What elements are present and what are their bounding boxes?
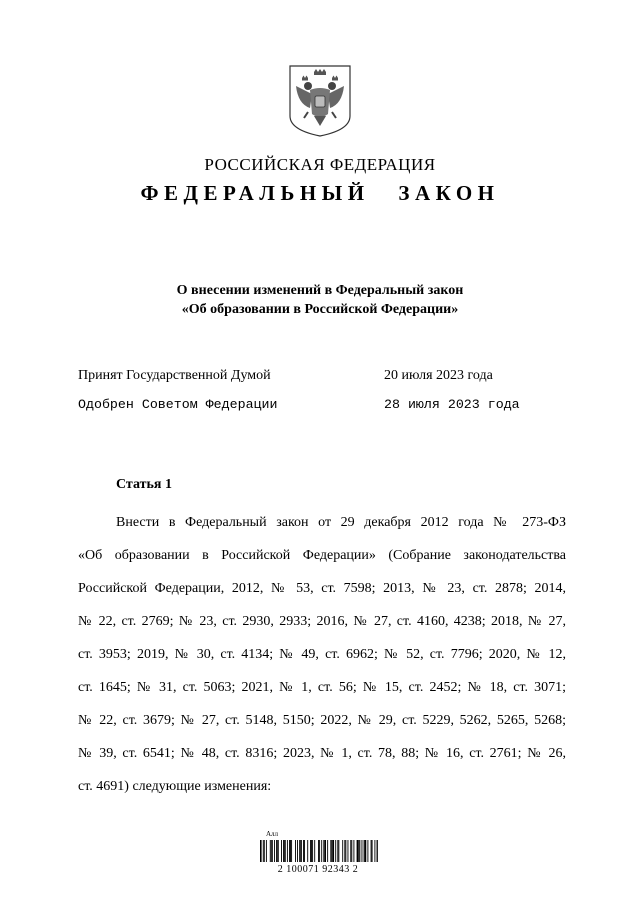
barcode-bar xyxy=(312,840,313,862)
barcode-bar xyxy=(371,840,372,862)
barcode-bar xyxy=(271,840,272,862)
barcode-bar xyxy=(353,840,354,862)
barcode-bar xyxy=(291,840,292,862)
barcode-bar xyxy=(351,840,352,862)
barcode-bar xyxy=(372,840,373,862)
barcode-bar xyxy=(299,840,300,862)
barcode-bar xyxy=(350,840,351,862)
law-type-heading: ФЕДЕРАЛЬНЫЙ ЗАКОН xyxy=(140,181,500,205)
barcode-bar xyxy=(264,840,265,862)
law-title-line: «Об образовании в Российской Федерации» xyxy=(181,302,459,317)
barcode-bar xyxy=(318,840,319,862)
barcode-bar xyxy=(330,840,331,862)
barcode xyxy=(258,828,378,892)
barcode-bar xyxy=(297,840,298,862)
barcode-bar xyxy=(338,840,339,862)
barcode-bar xyxy=(266,840,267,862)
barcode-bar xyxy=(374,840,375,862)
article-text-line: № 22, ст. 2769; № 23, ст. 2930, 2933; 2016, № 27, ст. 4160, 4238; 2018, № 27, xyxy=(78,614,566,629)
barcode-bar xyxy=(274,840,275,862)
barcode-bar xyxy=(304,840,305,862)
barcode-number: 2 100071 92343 2 xyxy=(277,864,359,875)
approval-label: Одобрен Советом Федерации xyxy=(78,397,278,412)
barcode-bar xyxy=(367,840,368,862)
barcode-bar xyxy=(359,840,360,862)
barcode-bar xyxy=(311,840,312,862)
barcode-bar xyxy=(365,840,367,862)
adoption-label: Принят Государственной Думой xyxy=(78,368,271,383)
barcode-bar xyxy=(307,840,308,862)
barcode-bar xyxy=(344,840,345,862)
barcode-bar xyxy=(283,840,284,862)
adoption-date: 20 июля 2023 года xyxy=(384,368,493,383)
barcode-bar xyxy=(314,840,315,862)
barcode-bar xyxy=(364,840,365,862)
barcode-bar xyxy=(337,840,338,862)
barcode-bar xyxy=(263,840,264,862)
barcode-bar xyxy=(323,840,324,862)
barcode-bar xyxy=(332,840,334,862)
coat-of-arms-icon xyxy=(288,64,352,138)
country-name: РОССИЙСКАЯ ФЕДЕРАЦИЯ xyxy=(204,155,436,174)
law-title xyxy=(0,281,640,319)
barcode-mark: Алл xyxy=(266,830,279,838)
barcode-bar xyxy=(348,840,349,862)
barcode-bar xyxy=(272,840,273,862)
barcode-bar xyxy=(290,840,291,862)
article-text-line: ст. 1645; № 31, ст. 5063; 2021, № 1, ст. 56; № 15, ст. 2452; № 18, ст. 3071; xyxy=(78,680,566,695)
barcode-bar xyxy=(342,840,343,862)
article-text-line: Внести в Федеральный закон от 29 декабря 2012 года № 273-ФЗ xyxy=(116,515,566,530)
barcode-bar xyxy=(281,840,282,862)
barcode-bar xyxy=(289,840,290,862)
barcode-bar xyxy=(335,840,336,862)
barcode-bar xyxy=(260,840,262,862)
law-title-line: О внесении изменений в Федеральный закон xyxy=(176,283,464,298)
barcode-bar xyxy=(358,840,359,862)
barcode-bar xyxy=(345,840,346,862)
article-text-line: ст. 3953; 2019, № 30, ст. 4134; № 49, ст. 6962; № 52, ст. 7796; 2020, № 12, xyxy=(78,647,566,662)
barcode-bar xyxy=(321,840,322,862)
barcode-bar xyxy=(319,840,320,862)
article-text-line: ст. 4691) следующие изменения: xyxy=(78,779,272,794)
barcode-bar xyxy=(300,840,302,862)
barcode-bar xyxy=(324,840,326,862)
barcode-bar xyxy=(303,840,304,862)
barcode-bar xyxy=(270,840,271,862)
barcode-bar xyxy=(310,840,311,862)
barcode-bar xyxy=(327,840,328,862)
approval-date: 28 июля 2023 года xyxy=(384,397,520,412)
article-text-line: «Об образовании в Российской Федерации» (Собрание законодательства xyxy=(78,548,566,563)
barcode-bar xyxy=(284,840,286,862)
barcode-bar xyxy=(276,840,278,862)
article-text-line: № 39, ст. 6541; № 48, ст. 8316; 2023, № 1, ст. 78, 88; № 16, ст. 2761; № 26, xyxy=(78,746,566,761)
barcode-bar xyxy=(357,840,359,862)
article-text-line: № 22, ст. 3679; № 27, ст. 5148, 5150; 2022, № 29, ст. 5229, 5262, 5265, 5268; xyxy=(78,713,566,728)
article-heading: Статья 1 xyxy=(116,477,172,492)
barcode-bar xyxy=(362,840,363,862)
barcode-bar xyxy=(331,840,332,862)
barcode-bar xyxy=(295,840,296,862)
barcode-bar xyxy=(377,840,378,862)
barcode-bar xyxy=(278,840,279,862)
barcode-bar xyxy=(287,840,288,862)
article-text-line: Российской Федерации, 2012, № 53, ст. 7598; 2013, № 23, ст. 2878; 2014, xyxy=(78,581,566,596)
